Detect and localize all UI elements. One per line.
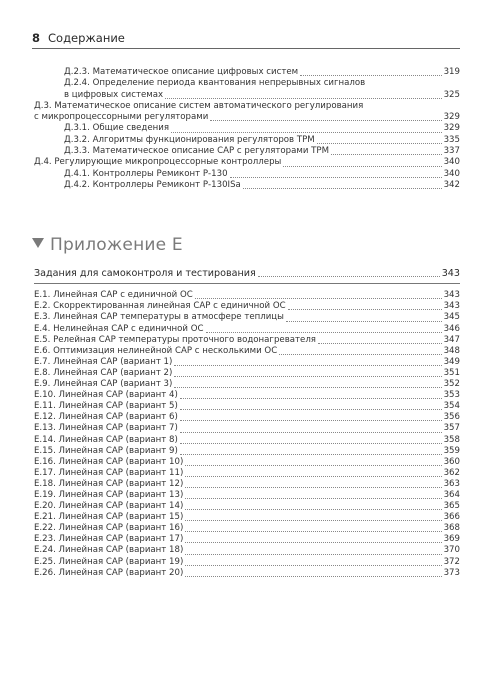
dot-leader [243, 188, 442, 189]
task-page: 346 [443, 323, 460, 334]
toc-appendix [34, 268, 460, 579]
toc-entry-page: 319 [443, 67, 460, 77]
task-label: Е.24. Линейная САР (вариант 18) [34, 545, 184, 556]
page-number: 8 [32, 31, 41, 45]
toc-entry-label: Д.3.1. Общие сведения [64, 123, 170, 134]
task-label: Е.23. Линейная САР (вариант 17) [34, 534, 184, 545]
dot-leader [288, 309, 442, 310]
toc-entry-label: Д.4. Регулирующие микропроцессорные контроллеры [34, 157, 282, 168]
dot-leader [171, 132, 442, 133]
task-entry[interactable] [34, 501, 460, 512]
task-page: 365 [443, 501, 460, 512]
task-page: 343 [443, 290, 460, 301]
toc-entry-page: 329 [443, 123, 460, 134]
dot-leader [283, 166, 441, 167]
toc-entry[interactable] [34, 169, 460, 180]
dot-leader [230, 177, 442, 178]
task-label: Е.14. Линейная САР (вариант 8) [34, 434, 178, 445]
task-label: Е.1. Линейная САР с единичной ОС [34, 290, 193, 301]
toc-entry[interactable] [34, 135, 460, 146]
task-page: 370 [443, 545, 460, 556]
toc-entry[interactable] [34, 67, 460, 78]
dot-leader [185, 565, 441, 566]
task-label: Е.5. Релейная САР температуры проточного водонагревателя [34, 334, 316, 345]
task-entry[interactable] [34, 435, 460, 446]
toc-entry-page: 342 [443, 179, 460, 190]
dot-leader [180, 409, 442, 410]
task-page: 352 [443, 379, 460, 390]
dot-leader [185, 520, 441, 521]
toc-section-page: 343 [441, 268, 460, 279]
task-entry[interactable] [34, 512, 460, 523]
task-label: Е.16. Линейная САР (вариант 10) [34, 456, 184, 467]
task-page: 363 [443, 478, 460, 489]
dot-leader [185, 509, 441, 510]
toc-entry-page: 329 [443, 112, 460, 123]
task-label: Е.3. Линейная САР температуры в атмосфере теплицы [34, 312, 284, 323]
appendix-heading [32, 235, 183, 255]
task-label: Е.4. Нелинейная САР с единичной ОС [34, 323, 204, 334]
toc-entry-label-cont: с микропроцессорными регуляторами [34, 112, 209, 123]
task-list [34, 290, 460, 578]
toc-entry-page: 337 [443, 146, 460, 157]
task-label: Е.9. Линейная САР (вариант 3) [34, 379, 173, 390]
dot-leader [279, 354, 441, 355]
task-label: Е.17. Линейная САР (вариант 11) [34, 467, 184, 478]
dot-leader [180, 420, 442, 421]
toc-top [34, 67, 460, 191]
dot-leader [185, 531, 441, 532]
task-page: 360 [443, 456, 460, 467]
task-entry[interactable] [34, 446, 460, 457]
triangle-down-icon [32, 238, 44, 248]
task-entry[interactable] [34, 346, 460, 357]
dot-leader [286, 321, 442, 322]
toc-entry-label: Д.3.2. Алгоритмы функционирования регуляторов ТРМ [64, 134, 315, 145]
task-entry[interactable] [34, 534, 460, 545]
dot-leader [174, 365, 441, 366]
task-entry[interactable] [34, 301, 460, 312]
dot-leader [185, 487, 441, 488]
dot-leader [180, 432, 442, 433]
task-entry[interactable] [34, 379, 460, 390]
task-entry[interactable] [34, 423, 460, 434]
dot-leader [185, 465, 441, 466]
section-rule [34, 283, 460, 284]
toc-entry-label: Д.3. Математическое описание систем автоматического регулирования [34, 100, 364, 111]
task-page: 347 [443, 334, 460, 345]
task-entry[interactable] [34, 457, 460, 468]
task-entry[interactable] [34, 412, 460, 423]
dot-leader [185, 542, 441, 543]
task-entry[interactable] [34, 401, 460, 412]
task-label: Е.25. Линейная САР (вариант 19) [34, 556, 184, 567]
task-entry[interactable] [34, 468, 460, 479]
task-label: Е.7. Линейная САР (вариант 1) [34, 356, 173, 367]
toc-entry-label: Д.3.3. Математическое описание САР с регуляторами ТРМ [64, 146, 330, 157]
task-page: 353 [443, 390, 460, 401]
task-label: Е.8. Линейная САР (вариант 2) [34, 367, 173, 378]
task-entry[interactable] [34, 324, 460, 335]
toc-entry[interactable] [34, 157, 460, 168]
dot-leader [174, 387, 441, 388]
dot-leader [185, 576, 441, 577]
dot-leader [180, 443, 442, 444]
toc-entry[interactable] [34, 123, 460, 134]
toc-section-label: Задания для самоконтроля и тестирования [34, 268, 256, 279]
task-page: 351 [443, 367, 460, 378]
task-page: 356 [443, 412, 460, 423]
dot-leader [206, 332, 442, 333]
task-label: Е.26. Линейная САР (вариант 20) [34, 567, 184, 578]
task-entry[interactable] [34, 490, 460, 501]
toc-entry[interactable] [34, 146, 460, 157]
task-label: Е.20. Линейная САР (вариант 14) [34, 501, 184, 512]
task-page: 345 [443, 312, 460, 323]
toc-entry[interactable] [34, 78, 460, 101]
dot-leader [300, 75, 441, 76]
toc-entry[interactable] [34, 180, 460, 191]
dot-leader [258, 276, 440, 277]
task-entry[interactable] [34, 357, 460, 368]
toc-entry-label: Д.2.4. Определение периода квантования непрерывных сигналов [64, 78, 366, 89]
running-title: Содержание [48, 31, 125, 45]
dot-leader [318, 343, 442, 344]
dot-leader [185, 476, 441, 477]
task-label: Е.18. Линейная САР (вариант 12) [34, 478, 184, 489]
toc-entry-page: 340 [443, 168, 460, 179]
task-page: 357 [443, 423, 460, 434]
dot-leader [317, 143, 442, 144]
toc-section[interactable] [34, 268, 460, 279]
task-label: Е.11. Линейная САР (вариант 5) [34, 401, 178, 412]
task-page: 372 [443, 556, 460, 567]
dot-leader [185, 554, 441, 555]
toc-entry-label: Д.4.2. Контроллеры Ремиконт Р-130ISa [64, 179, 241, 190]
task-page: 343 [443, 301, 460, 312]
task-page: 369 [443, 534, 460, 545]
appendix-title: Приложение Е [50, 235, 183, 255]
dot-leader [195, 298, 442, 299]
header-rule [32, 48, 460, 49]
toc-entry-label: Д.4.1. Контроллеры Ремиконт Р-130 [64, 168, 228, 179]
task-entry[interactable] [34, 568, 460, 579]
task-page: 354 [443, 401, 460, 412]
task-label: Е.2. Скорректированная линейная САР с единичной ОС [34, 301, 286, 312]
toc-entry-label-cont: в цифровых системах [64, 89, 164, 100]
task-label: Е.15. Линейная САР (вариант 9) [34, 445, 178, 456]
task-label: Е.12. Линейная САР (вариант 6) [34, 412, 178, 423]
task-page: 348 [443, 345, 460, 356]
task-label: Е.6. Оптимизация нелинейной САР с несколькими ОС [34, 345, 278, 356]
dot-leader [180, 398, 442, 399]
dot-leader [165, 98, 441, 99]
task-entry[interactable] [34, 312, 460, 323]
toc-entry-label: Д.2.3. Математическое описание цифровых систем [64, 67, 299, 77]
task-page: 349 [443, 356, 460, 367]
dot-leader [174, 376, 441, 377]
toc-entry-page: 325 [443, 89, 460, 100]
task-label: Е.10. Линейная САР (вариант 4) [34, 390, 178, 401]
task-page: 362 [443, 467, 460, 478]
dot-leader [180, 454, 442, 455]
dot-leader [185, 498, 441, 499]
task-page: 373 [443, 567, 460, 578]
page-header [32, 30, 460, 46]
task-page: 359 [443, 445, 460, 456]
task-entry[interactable] [34, 335, 460, 346]
task-entry[interactable] [34, 390, 460, 401]
dot-leader [331, 154, 442, 155]
task-entry[interactable] [34, 368, 460, 379]
task-label: Е.13. Линейная САР (вариант 7) [34, 423, 178, 434]
toc-entry-page: 340 [443, 157, 460, 168]
toc-entry-page: 335 [443, 134, 460, 145]
task-entry[interactable] [34, 557, 460, 568]
task-label: Е.21. Линейная САР (вариант 15) [34, 512, 184, 523]
task-page: 358 [443, 434, 460, 445]
task-label: Е.19. Линейная САР (вариант 13) [34, 489, 184, 500]
task-entry[interactable] [34, 479, 460, 490]
task-entry[interactable] [34, 290, 460, 301]
dot-leader [210, 120, 441, 121]
task-label: Е.22. Линейная САР (вариант 16) [34, 523, 184, 534]
toc-entry[interactable] [34, 101, 460, 124]
task-entry[interactable] [34, 545, 460, 556]
task-page: 366 [443, 512, 460, 523]
task-entry[interactable] [34, 523, 460, 534]
task-page: 368 [443, 523, 460, 534]
task-page: 364 [443, 489, 460, 500]
